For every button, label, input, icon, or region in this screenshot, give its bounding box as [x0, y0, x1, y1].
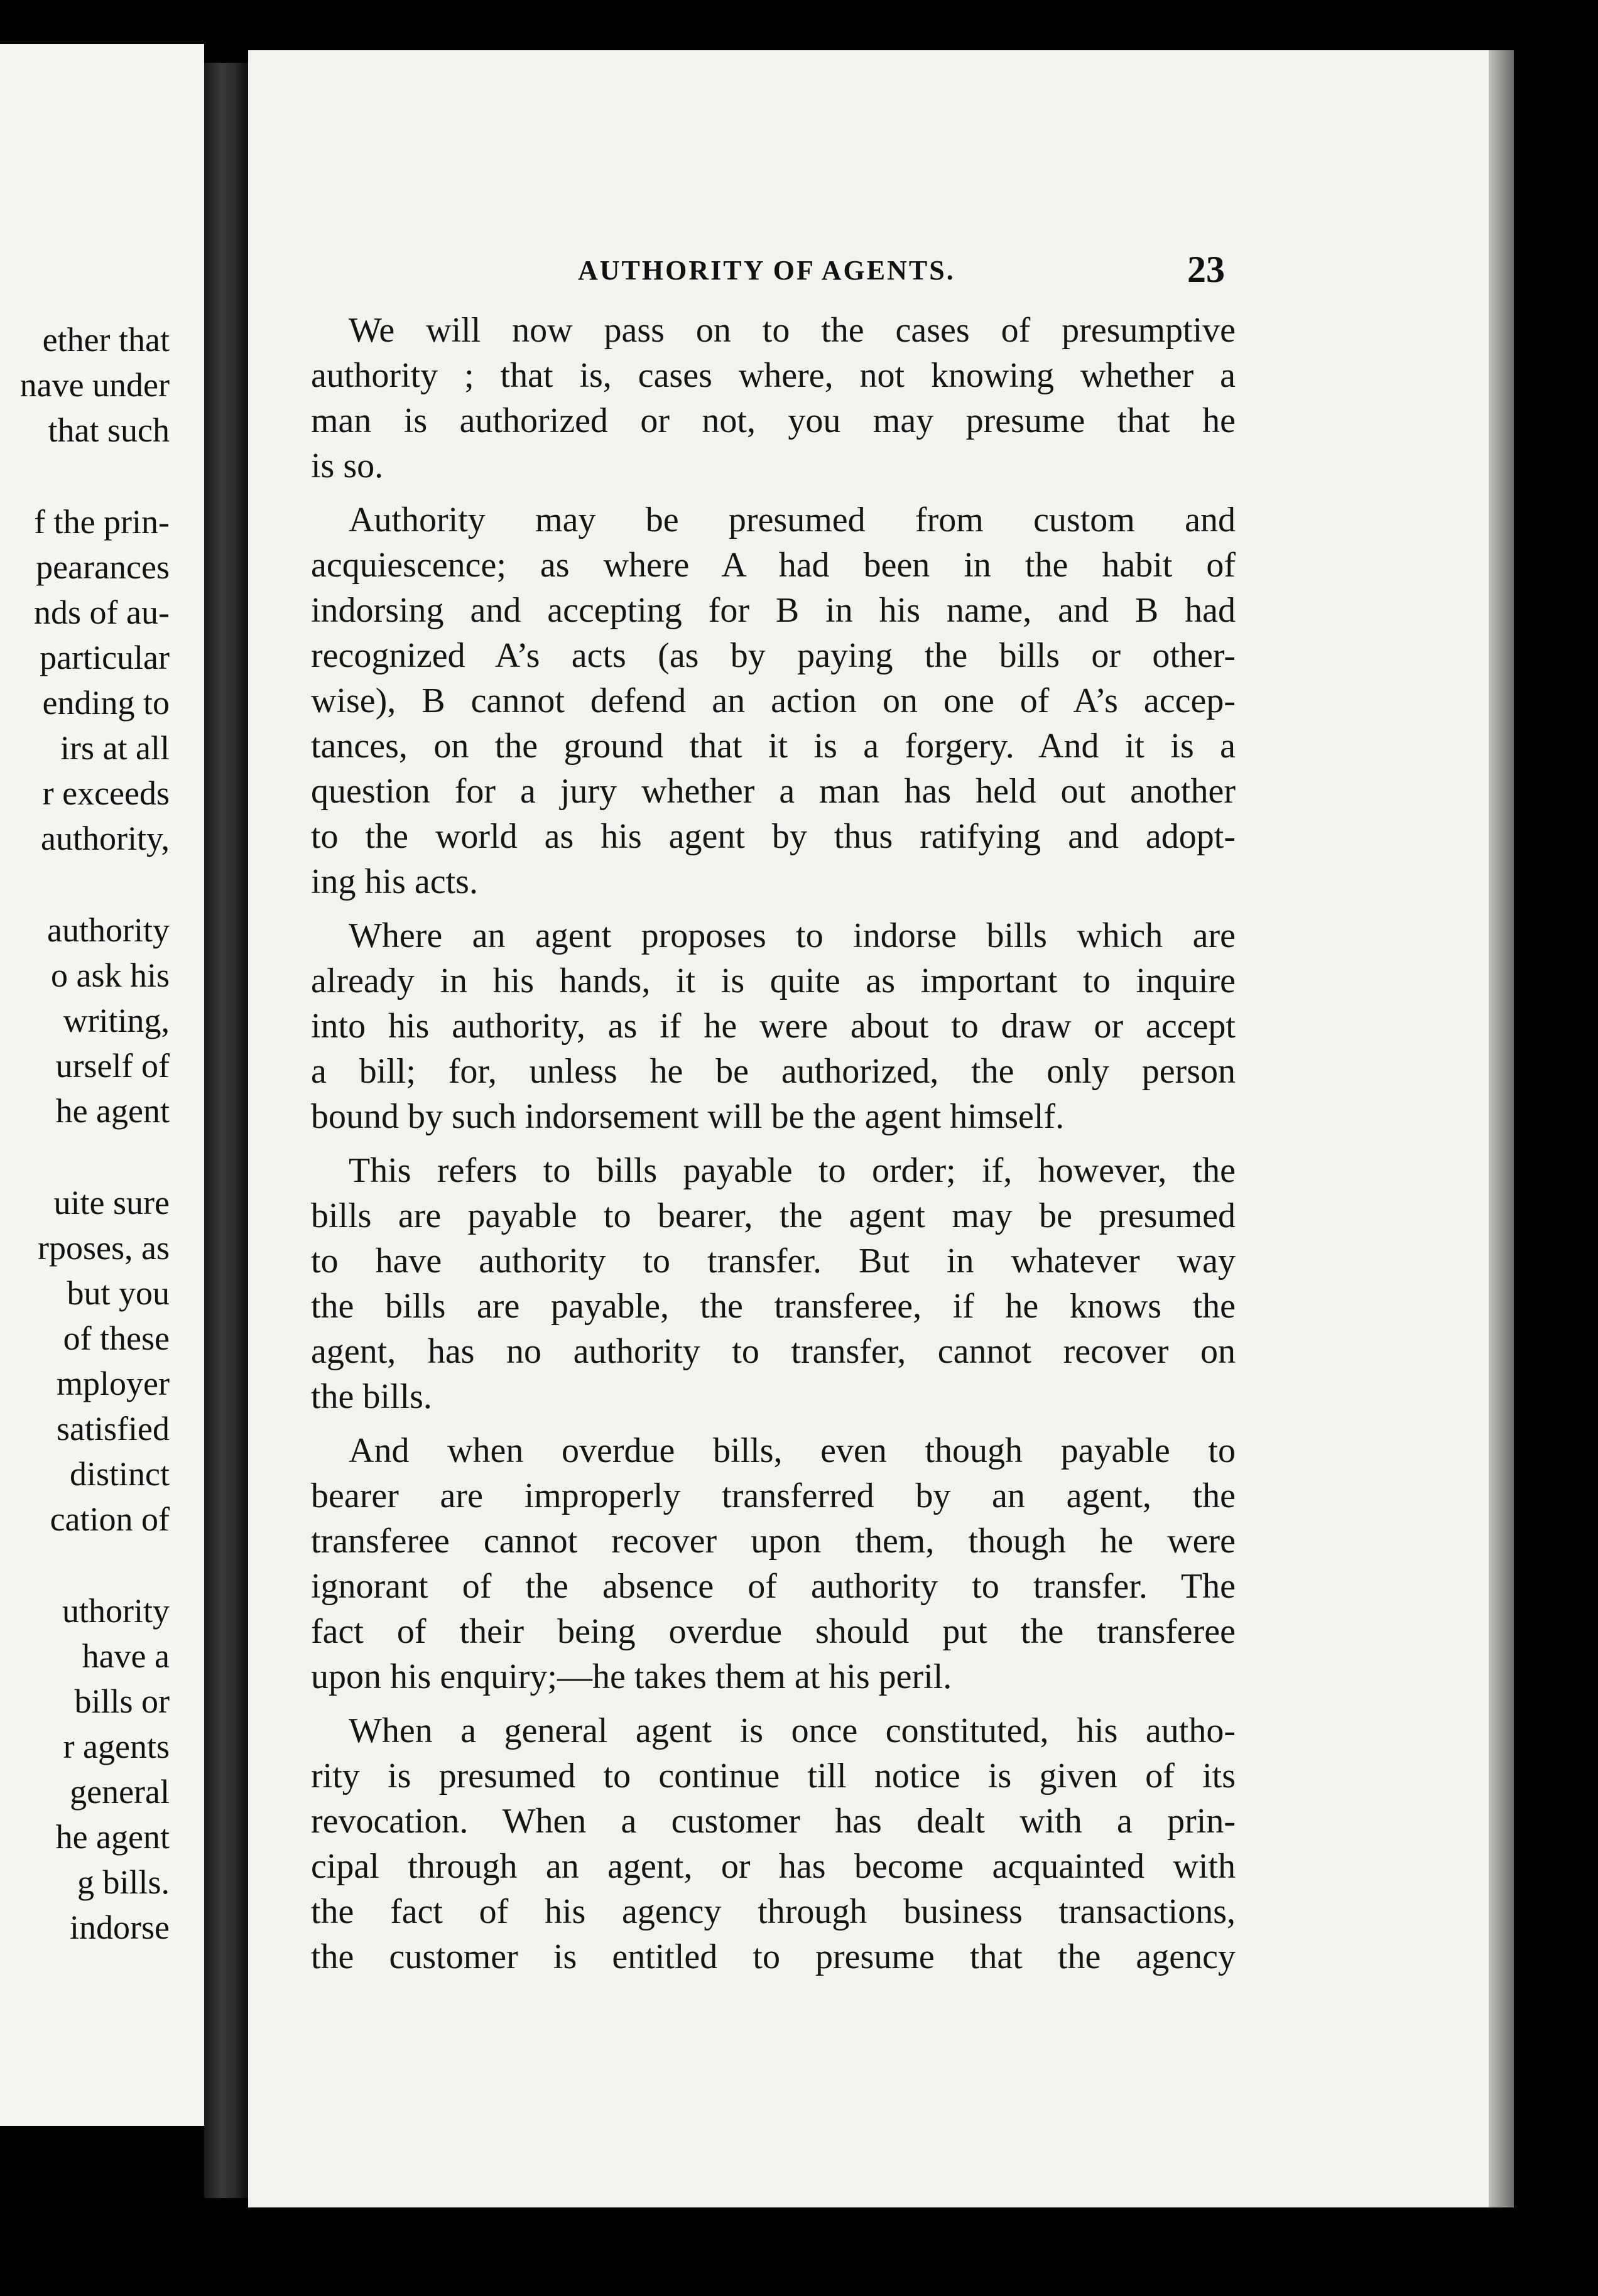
text-line: ing his acts.	[311, 862, 478, 901]
text-line: the bills are payable, the transferee, if he knows the	[311, 1287, 1236, 1326]
text-line: And when overdue bills, even though payable to	[349, 1431, 1236, 1470]
left-page-line: uthority	[62, 1592, 170, 1630]
text-line: question for a jury whether a man has held out another	[311, 772, 1236, 811]
text-line: Authority may be presumed from custom and	[349, 501, 1236, 539]
left-page-line: r agents	[63, 1728, 170, 1765]
text-line: acquiescence; as where A had been in the habit of	[311, 546, 1236, 585]
text-line: When a general agent is once constituted, his autho-	[349, 1711, 1236, 1750]
paragraph	[311, 308, 1236, 489]
left-page-line: indorse	[70, 1909, 170, 1946]
text-line: cipal through an agent, or has become acquainted with	[311, 1847, 1236, 1886]
text-line: bound by such indorsement will be the agent himself.	[311, 1097, 1065, 1136]
text-line: to the world as his agent by thus ratifying and adopt-	[311, 817, 1236, 856]
running-head: AUTHORITY OF AGENTS.	[578, 255, 955, 286]
left-page-line: bills or	[74, 1682, 170, 1720]
text-line: fact of their being overdue should put the transferee	[311, 1612, 1236, 1651]
left-page-line: nave under	[19, 366, 170, 404]
text-line: the bills.	[311, 1377, 432, 1416]
facing-page-left	[0, 44, 204, 2126]
left-page-line: r exceeds	[42, 774, 170, 812]
text-line: man is authorized or not, you may presume that he	[311, 401, 1236, 440]
left-page-line: rposes, as	[38, 1229, 170, 1267]
left-page-line: but you	[67, 1274, 170, 1312]
text-line: revocation. When a customer has dealt with a prin-	[311, 1802, 1236, 1841]
paragraph	[311, 1428, 1236, 1699]
left-page-line: irs at all	[60, 729, 170, 767]
left-page-line: satisfied	[57, 1410, 170, 1448]
text-line: into his authority, as if he were about to draw or accept	[311, 1007, 1236, 1046]
left-page-line: he agent	[55, 1092, 170, 1130]
left-page-line: distinct	[70, 1455, 170, 1493]
text-line: transferee cannot recover upon them, though he were	[311, 1522, 1236, 1561]
left-page-line: ending to	[42, 684, 170, 722]
text-line: This refers to bills payable to order; if, however, the	[349, 1151, 1236, 1190]
text-line: Where an agent proposes to indorse bills which are	[349, 916, 1236, 955]
text-line: tances, on the ground that it is a forgery. And it is a	[311, 727, 1236, 766]
left-page-line: urself of	[55, 1047, 170, 1085]
text-line: already in his hands, it is quite as important to inquire	[311, 961, 1236, 1000]
text-line: recognized A’s acts (as by paying the bills or other-	[311, 636, 1236, 675]
left-page-line: authority	[47, 911, 170, 949]
main-page	[248, 50, 1489, 2207]
left-page-line: mployer	[57, 1365, 170, 1402]
left-page-line: cation of	[50, 1500, 170, 1538]
left-page-line: general	[70, 1773, 170, 1811]
left-page-line: he agent	[55, 1818, 170, 1856]
paragraph	[311, 913, 1236, 1139]
left-page-line: nds of au-	[34, 593, 170, 631]
paragraph	[311, 1708, 1236, 1979]
paragraph	[311, 1148, 1236, 1419]
text-line: the fact of his agency through business transactions,	[311, 1892, 1236, 1931]
text-line: to have authority to transfer. But in whatever way	[311, 1242, 1236, 1281]
left-page-line: g bills.	[77, 1863, 170, 1901]
left-page-line: o ask his	[51, 956, 170, 994]
left-page-line: particular	[40, 639, 170, 676]
text-line: a bill; for, unless he be authorized, the only person	[311, 1052, 1236, 1091]
text-line: upon his enquiry;—he takes them at his peril.	[311, 1657, 952, 1696]
page-header	[248, 248, 1489, 305]
text-line: We will now pass on to the cases of presumptive	[349, 311, 1236, 350]
text-line: the customer is entitled to presume that the agency	[311, 1937, 1236, 1976]
book-spine-shadow	[204, 63, 248, 2198]
text-line: wise), B cannot defend an action on one of A’s accep-	[311, 681, 1236, 720]
page-edge-shadow	[1489, 50, 1514, 2207]
text-line: bearer are improperly transferred by an agent, the	[311, 1476, 1236, 1515]
text-line: ignorant of the absence of authority to transfer. The	[311, 1567, 1236, 1606]
left-page-line: pearances	[36, 548, 170, 586]
body-text	[311, 308, 1236, 1988]
left-page-line: that such	[48, 411, 170, 449]
text-line: agent, has no authority to transfer, cannot recover on	[311, 1332, 1236, 1371]
page-number: 23	[1187, 249, 1225, 290]
text-line: indorsing and accepting for B in his name, and B had	[311, 591, 1236, 630]
left-page-line: authority,	[41, 820, 170, 857]
text-line: is so.	[311, 447, 384, 485]
left-page-line: f the prin-	[34, 503, 170, 541]
left-page-line: ether that	[42, 321, 170, 359]
paragraph	[311, 497, 1236, 904]
text-line: bills are payable to bearer, the agent may be presumed	[311, 1196, 1236, 1235]
text-line: authority ; that is, cases where, not knowing whether a	[311, 356, 1236, 395]
left-page-line: have a	[82, 1637, 170, 1675]
left-page-line: uite sure	[53, 1184, 170, 1221]
left-page-line: writing,	[63, 1002, 170, 1039]
text-line: rity is presumed to continue till notice is given of its	[311, 1757, 1236, 1795]
left-page-line: of these	[63, 1319, 170, 1357]
